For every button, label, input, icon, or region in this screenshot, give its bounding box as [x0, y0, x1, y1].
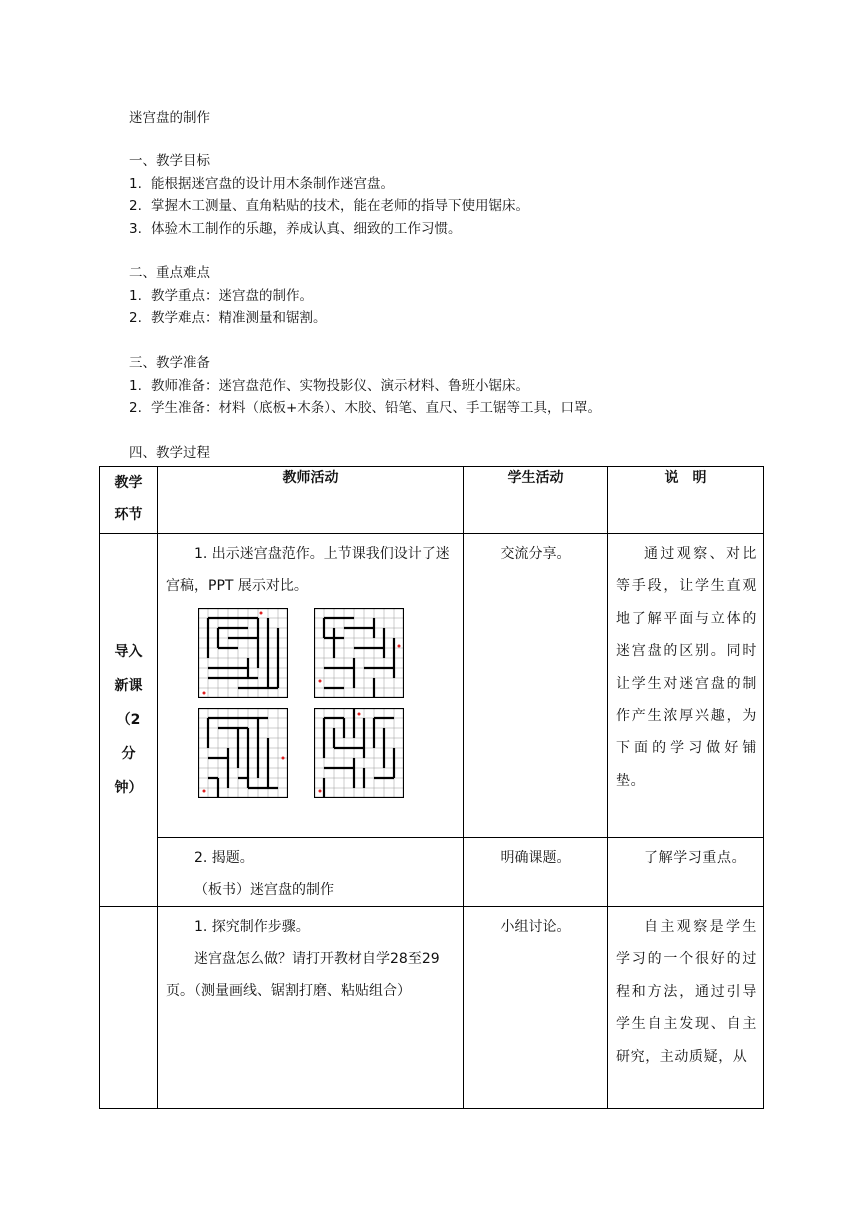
- maze-drawing: [314, 708, 404, 798]
- section-process: [129, 442, 210, 465]
- list-item: 1. 能根据迷宫盘的设计用木条制作迷宫盘。: [129, 175, 394, 192]
- list-item: 1. 教学重点：迷宫盘的制作。: [129, 287, 313, 304]
- header-teacher: 教师活动: [158, 467, 464, 534]
- stage-explore: [100, 907, 158, 1109]
- teacher-activity: 1. 出示迷宫盘范作。上节课我们设计了迷宫稿，PPT 展示对比。: [158, 534, 464, 838]
- header-stage: 教学 环节: [100, 467, 158, 534]
- student-activity: 交流分享。: [464, 534, 608, 838]
- maze-drawing: [198, 708, 288, 798]
- section-heading: 二、重点难点: [129, 265, 210, 281]
- process-table: [99, 466, 764, 1109]
- maze-images: [198, 608, 418, 804]
- list-item: 2. 学生准备：材料（底板+木条）、木胶、铅笔、直尺、手工锯等工具，口罩。: [129, 400, 602, 416]
- list-item: 3. 体验木工制作的乐趣，养成认真、细致的工作习惯。: [129, 220, 462, 237]
- section-preparation: [129, 352, 601, 420]
- list-item: 1. 教师准备：迷宫盘范作、实物投影仪、演示材料、鲁班小锯床。: [129, 377, 529, 394]
- table-row: [100, 838, 764, 907]
- table-header-row: [100, 467, 764, 534]
- teacher-activity: 1. 探究制作步骤。 迷宫盘怎么做？请打开教材自学28至29页。（测量画线、锯割打磨、粘贴组合）: [158, 907, 464, 1109]
- maze-drawing: [198, 608, 288, 698]
- student-activity: 小组讨论。: [464, 907, 608, 1109]
- header-student: 学生活动: [464, 467, 608, 534]
- section-heading: 一、教学目标: [129, 153, 210, 169]
- section-keypoints: [129, 262, 327, 330]
- note: 了解学习重点。: [608, 838, 764, 907]
- section-heading: 三、教学准备: [129, 355, 210, 371]
- teacher-activity: 2. 揭题。 （板书）迷宫盘的制作: [158, 838, 464, 907]
- note: 通过观察、对比等手段，让学生直观地了解平面与立体的迷宫盘的区别。同时让学生对迷宫盘的制作产生浓厚兴趣，为下面的学习做好铺垫。: [608, 534, 764, 838]
- header-note: 说 明: [608, 467, 764, 534]
- student-activity: 明确课题。: [464, 838, 608, 907]
- maze-drawing: [314, 608, 404, 698]
- list-item: 2. 掌握木工测量、直角粘贴的技术，能在老师的指导下使用锯床。: [129, 198, 529, 214]
- section-heading: 四、教学过程: [129, 445, 210, 461]
- document-title: 迷宫盘的制作: [129, 110, 210, 126]
- note: 自主观察是学生学习的一个很好的过程和方法，通过引导学生自主发现、自主研究，主动质疑，从: [608, 907, 764, 1109]
- table-row: [100, 534, 764, 838]
- table-row: [100, 907, 764, 1109]
- list-item: 2. 教学难点：精准测量和锯割。: [129, 310, 327, 326]
- stage-intro: 导入 新课 （2 分 钟）: [100, 534, 158, 907]
- section-objectives: [129, 150, 529, 240]
